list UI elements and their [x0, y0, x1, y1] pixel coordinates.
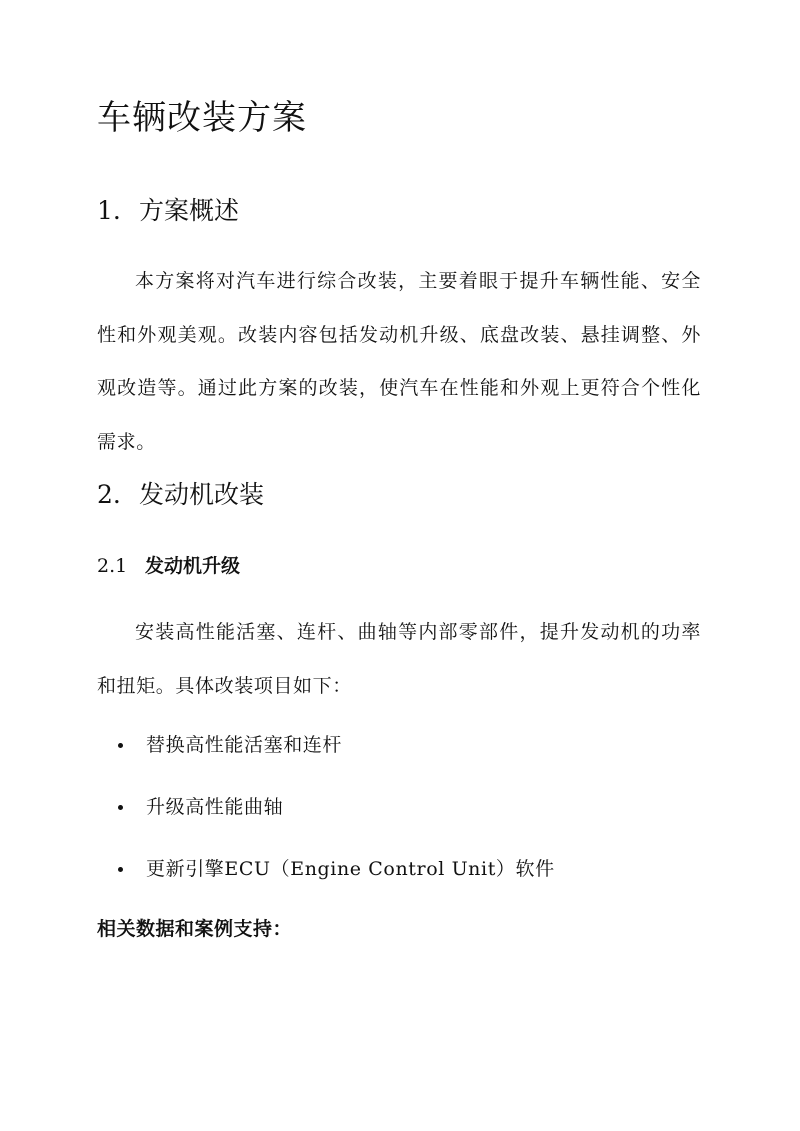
- list-item-text: 更新引擎ECU（Engine Control Unit）软件: [146, 858, 555, 880]
- list-item: [118, 724, 555, 786]
- section-1-paragraph: 本方案将对汽车进行综合改装，主要着眼于提升车辆性能、安全性和外观美观。改装内容包括发动机升级、底盘改装、悬挂调整、外观改造等。通过此方案的改装，使汽车在性能和外观上更符合个性化需求。: [97, 270, 701, 453]
- list-item: [118, 848, 555, 910]
- subsection-2-1-heading: [97, 552, 240, 580]
- section-2-heading: [97, 478, 264, 512]
- document-title: 车辆改装方案: [97, 98, 307, 138]
- subsection-2-1-title: 发动机升级: [145, 555, 241, 577]
- bullet-icon: [118, 805, 123, 810]
- upgrade-list: [118, 724, 555, 910]
- subsection-2-1-paragraph: 安装高性能活塞、连杆、曲轴等内部零部件，提升发动机的功率和扭矩。具体改装项目如下：: [97, 621, 701, 697]
- support-label: 相关数据和案例支持：: [97, 918, 293, 940]
- section-1-title: 方案概述: [139, 196, 240, 225]
- list-item-text: 替换高性能活塞和连杆: [146, 734, 343, 756]
- section-2-title: 发动机改装: [139, 480, 265, 509]
- list-item-text: 升级高性能曲轴: [146, 796, 284, 818]
- section-2-number: 2.: [97, 480, 121, 509]
- bullet-icon: [118, 743, 123, 748]
- section-1-number: 1.: [97, 196, 121, 225]
- section-1-heading: [97, 194, 239, 228]
- subsection-2-1-number: 2.1: [97, 555, 128, 577]
- bullet-icon: [118, 867, 123, 872]
- list-item: [118, 786, 555, 848]
